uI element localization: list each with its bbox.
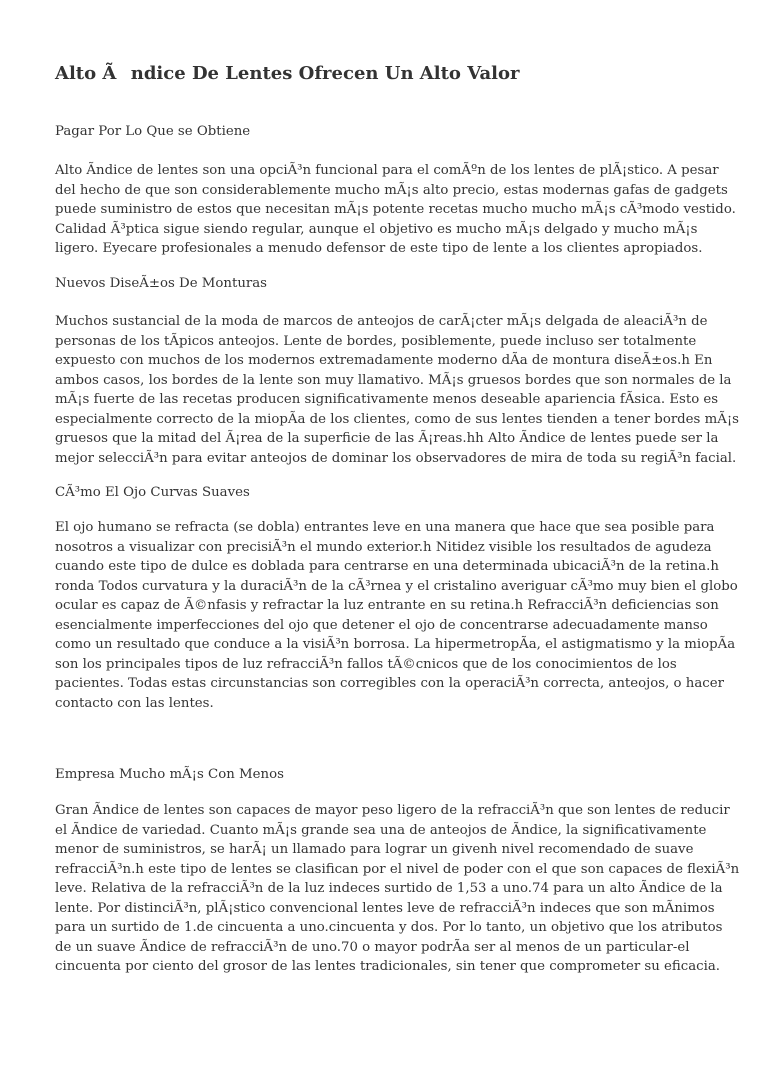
paragraph-line: expuesto con muchos de los modernos extremadamente moderno dÃa de montura diseÃ±os.h En (55, 353, 713, 368)
paragraph-line: Alto Ãndice de lentes son una opciÃ³n funcional para el comÃºn de los lentes de plÃ¡stico. A pesar (55, 163, 719, 178)
paragraph-line: puede suministro de estos que necesitan mÃ¡s potente recetas mucho mucho mÃ¡s cÃ³modo vestido. (55, 202, 736, 217)
paragraph-line: gruesos que la mitad del Ã¡rea de la superficie de las Ã¡reas.hh Alto Ãndice de lentes puede ser la (55, 431, 719, 446)
paragraph-line: el Ãndice de variedad. Cuanto mÃ¡s grande sea una de anteojos de Ãndice, la significativamente (55, 822, 707, 838)
paragraph-line: contacto con las lentes. (55, 695, 214, 711)
paragraph-line: refracciÃ³n.h este tipo de lentes se clasifican por el nivel de poder con el que son capaces de flexiÃ³n (55, 861, 740, 877)
paragraph-line: ocular es capaz de Ã©nfasis y refractar la luz entrante en su retina.h RefracciÃ³n deficiencias son (55, 598, 719, 613)
paragraph-line: El ojo humano se refracta (se dobla) entrantes leve en una manera que hace que sea posible para (55, 520, 715, 535)
paragraph-line: ligero. Eyecare profesionales a menudo defensor de este tipo de lente a los clientes apropiados. (55, 241, 703, 256)
intro-paragraph (55, 161, 736, 259)
paragraph-line: lente. Por distinciÃ³n, plÃ¡stico convencional lentes leve de refracciÃ³n indeces que son mÃnimos (55, 900, 715, 916)
paragraph-line: menor de suministros, se harÃ¡ un llamado para lograr un givenh nivel recomendado de suave (55, 842, 694, 857)
section-paragraph (55, 312, 739, 468)
section-paragraph (55, 801, 740, 977)
paragraph-line: especialmente correcto de la miopÃa de los clientes, como de sus lentes tienden a tener bordes mÃ¡s (55, 411, 739, 427)
paragraph-line: Calidad Ã³ptica sigue siendo regular, aunque el objetivo es mucho mÃ¡s delgado y mucho mÃ¡s (55, 221, 698, 237)
paragraph-line: cincuenta por ciento del grosor de las lentes tradicionales, sin tener que comprometer su eficacia. (55, 959, 720, 974)
paragraph-line: son los principales tipos de luz refracciÃ³n fallos tÃ©cnicos que de los conocimientos de los (55, 656, 677, 672)
paragraph-line: esencialmente imperfecciones del ojo que detener el ojo de concentrarse adecuadamente manso (55, 617, 708, 633)
paragraph-line: pacientes. Todas estas circunstancias son corregibles con la operaciÃ³n correcta, anteojos, o hacer (55, 676, 724, 691)
paragraph-line: ronda Todos curvatura y la duraciÃ³n de la cÃ³rnea y el cristalino averiguar cÃ³mo muy bien el globo (55, 578, 738, 594)
paragraph-line: para un surtido de 1.de cincuenta a uno.cincuenta y dos. Por lo tanto, un objetivo que los atributos (55, 920, 723, 935)
paragraph-line: ambos casos, los bordes de la lente son muy llamativo. MÃ¡s gruesos bordes que son normales de la (55, 372, 732, 388)
paragraph-line: nosotros a visualizar con precisiÃ³n el mundo exterior.h Nitidez visible los resultados de agudeza (55, 539, 712, 555)
section-heading: Empresa Mucho mÃ¡s Con Menos (55, 767, 284, 782)
document-title: Alto Ãndice De Lentes Ofrecen Un Alto Valor (55, 63, 520, 84)
document-subtitle: Pagar Por Lo Que se Obtiene (55, 124, 251, 139)
paragraph-line: Muchos sustancial de la moda de marcos de anteojos de carÃ¡cter mÃ¡s delgada de aleaciÃ³n de (55, 314, 708, 329)
paragraph-line: de un suave Ãndice de refracciÃ³n de uno.70 o mayor podrÃa ser al menos de un particular-el (55, 939, 690, 955)
paragraph-line: mejor selecciÃ³n para evitar anteojos de dominar los observadores de mira de toda su regiÃ³n facial. (55, 450, 737, 466)
section-paragraph (55, 518, 738, 713)
paragraph-line: del hecho de que son considerablemente mucho mÃ¡s alto precio, estas modernas gafas de gadgets (55, 182, 728, 198)
section-heading: CÃ³mo El Ojo Curvas Suaves (55, 485, 250, 500)
paragraph-line: Gran Ãndice de lentes son capaces de mayor peso ligero de la refracciÃ³n que son lentes de reducir (55, 803, 730, 818)
section-heading: Nuevos DiseÃ±os De Monturas (55, 276, 267, 291)
paragraph-line: leve. Relativa de la refracciÃ³n de la luz indeces surtido de 1,53 a uno.74 para un alto Ãndice de la (55, 881, 723, 896)
paragraph-line: como un resultado que conduce a la visiÃ³n borrosa. La hipermetropÃa, el astigmatismo y la miopÃa (55, 637, 736, 652)
paragraph-line: mÃ¡s fuerte de las recetas producen significativamente menos deseable apariencia fÃsica. Esto es (55, 392, 719, 407)
paragraph-line: cuando este tipo de dulce es doblada para centrarse en una determinada ubicaciÃ³n de la retina.h (55, 559, 719, 574)
paragraph-line: personas de los tÃpicos anteojos. Lente de bordes, posiblemente, puede incluso ser totalmente (55, 333, 697, 349)
